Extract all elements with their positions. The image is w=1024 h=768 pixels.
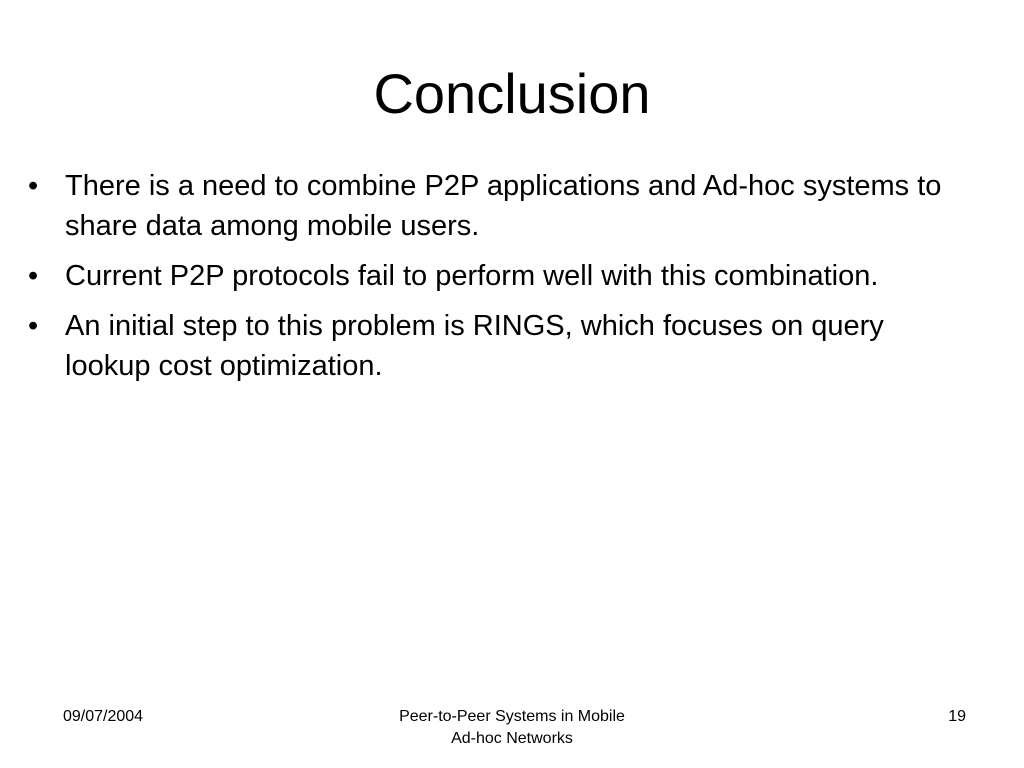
bullet-text: Current P2P protocols fail to perform well with this combination. bbox=[65, 260, 879, 292]
footer-title bbox=[362, 706, 662, 750]
bullet-item bbox=[28, 306, 968, 386]
footer-title-line-1: Peer-to-Peer Systems in Mobile bbox=[399, 708, 625, 725]
bullet-text: An initial step to this problem is RINGS, which focuses on query lookup cost optimization. bbox=[65, 310, 884, 382]
page-number: 19 bbox=[948, 708, 966, 725]
bullet-list bbox=[28, 166, 968, 396]
bullet-marker: • bbox=[28, 170, 39, 202]
bullet-item bbox=[28, 256, 968, 296]
bullet-marker: • bbox=[28, 310, 39, 342]
footer-title-line-2: Ad-hoc Networks bbox=[451, 730, 573, 747]
bullet-item bbox=[28, 166, 968, 246]
bullet-marker: • bbox=[28, 260, 39, 292]
slide-title: Conclusion bbox=[373, 62, 651, 125]
footer-date: 09/07/2004 bbox=[63, 708, 144, 725]
bullet-text: There is a need to combine P2P applications and Ad-hoc systems to share data among mobile users. bbox=[65, 170, 942, 242]
